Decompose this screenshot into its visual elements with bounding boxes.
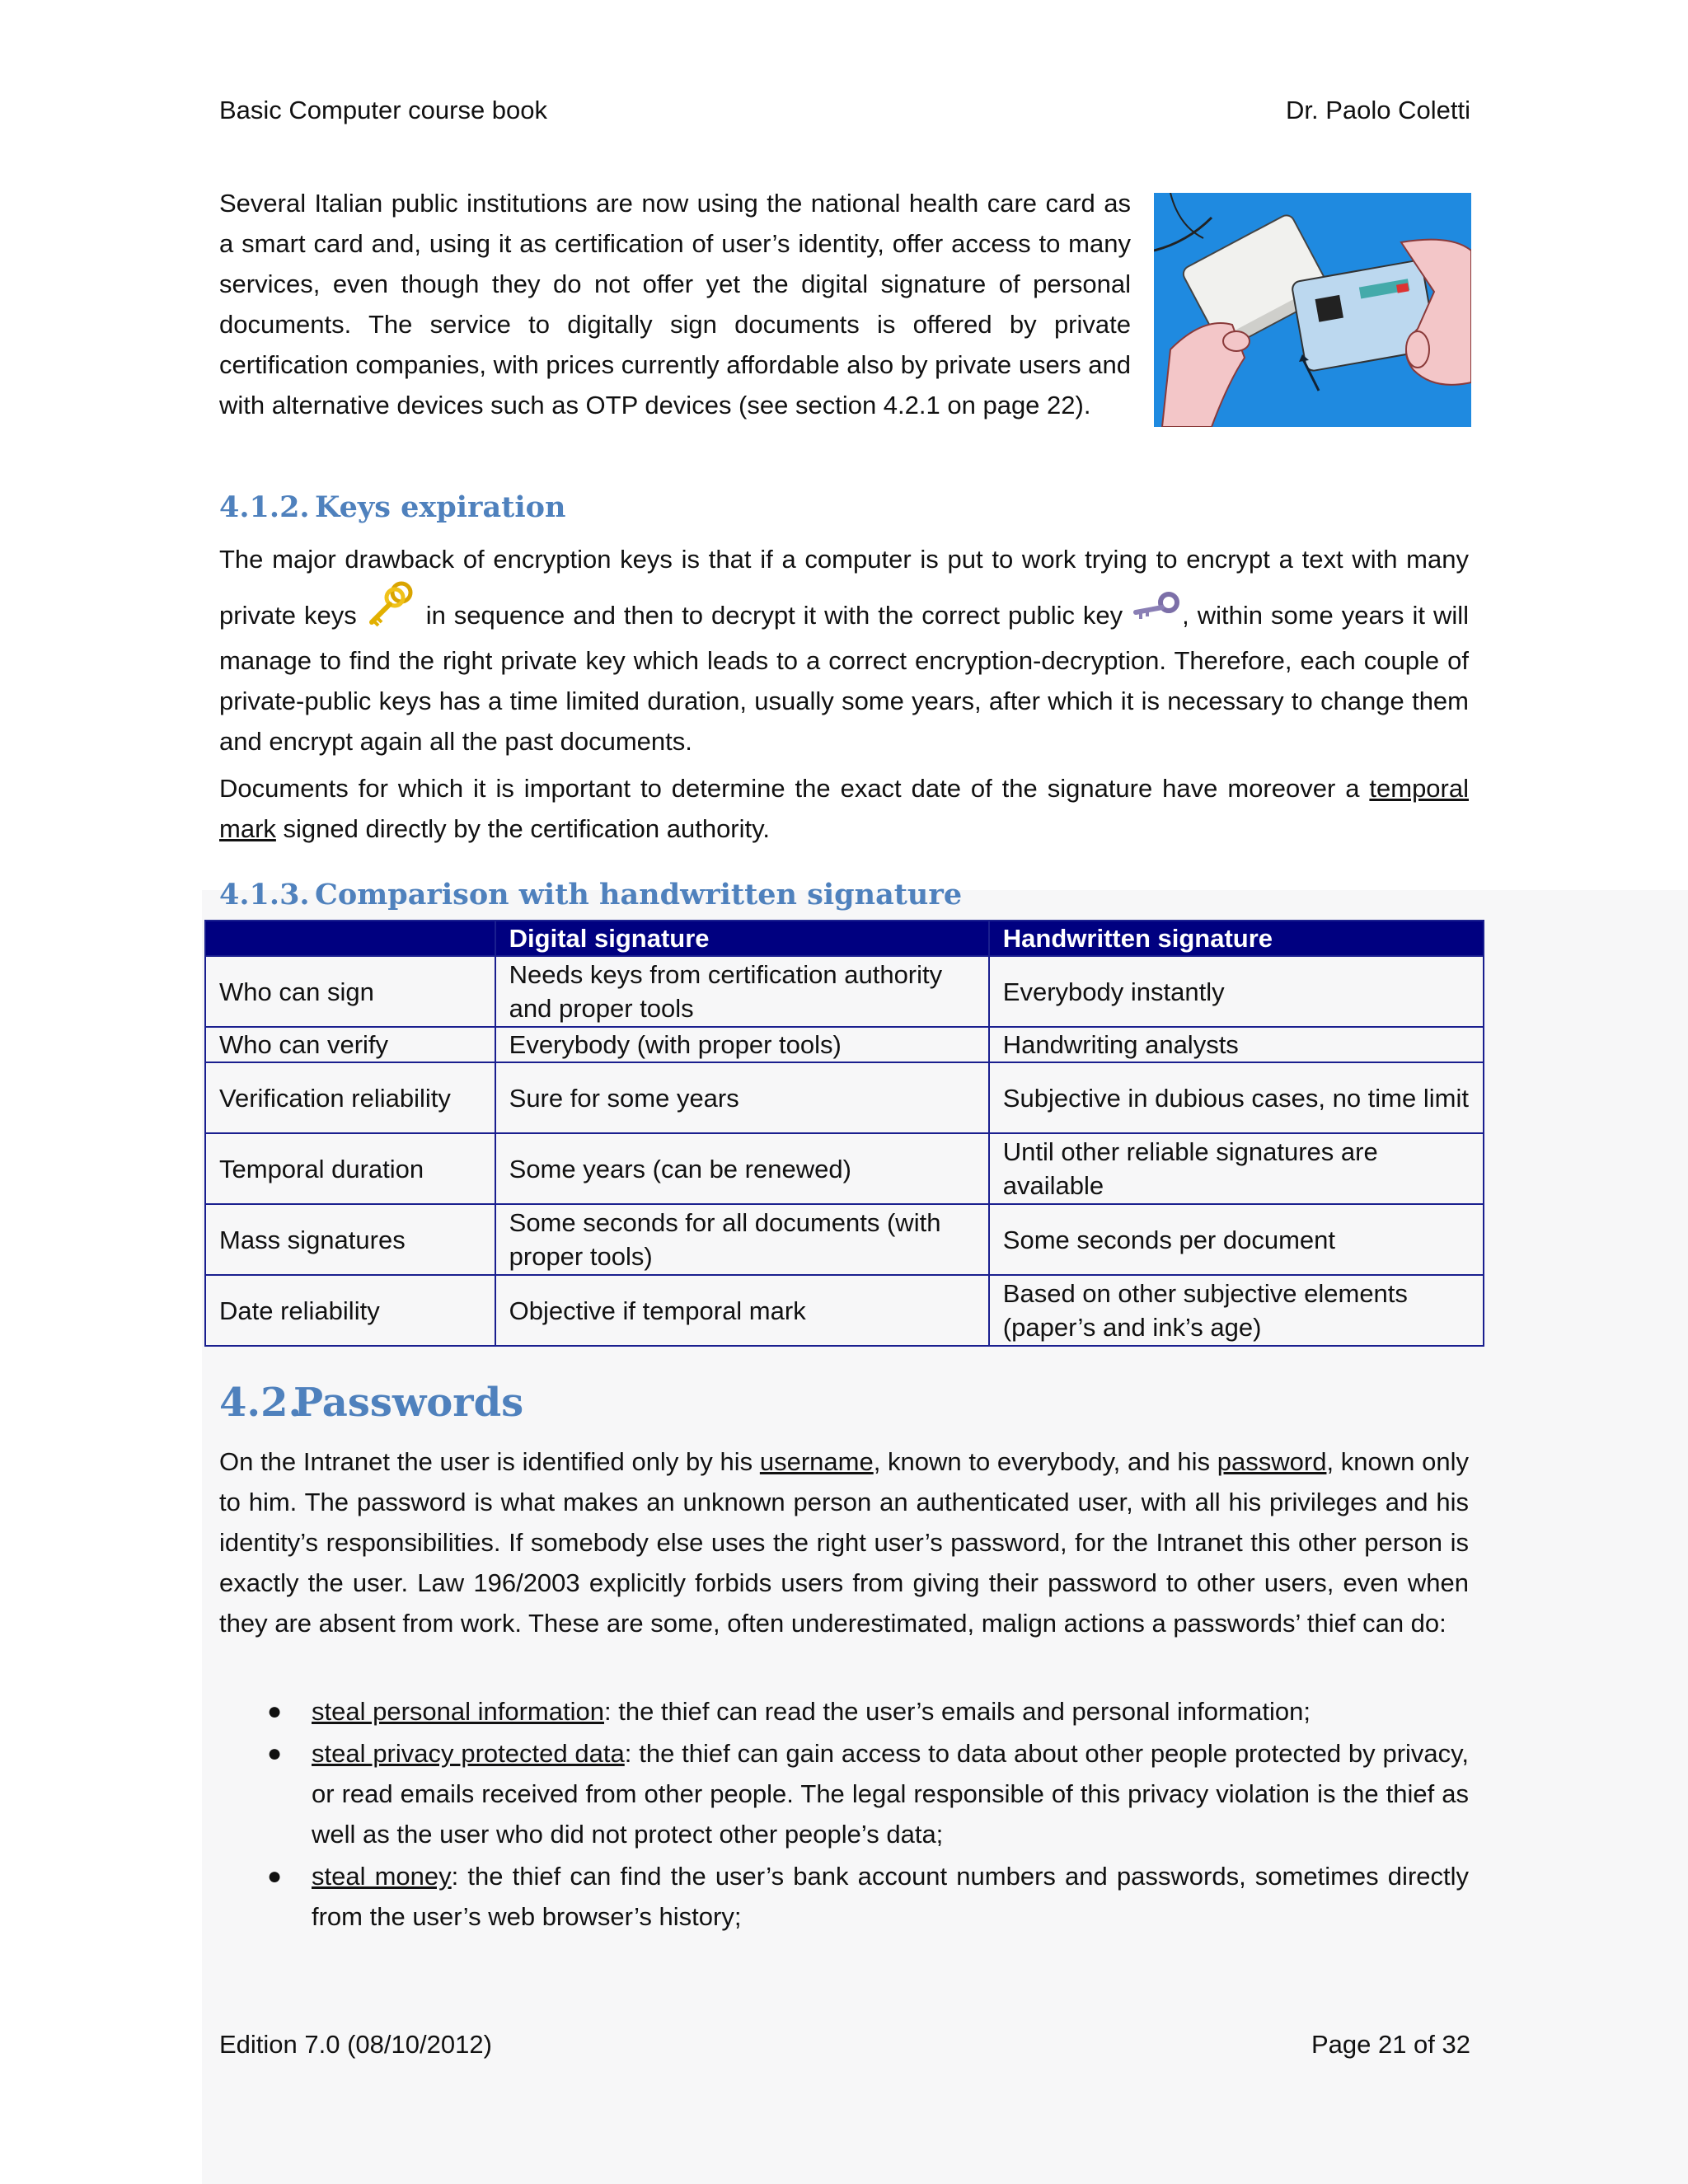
- header-book-title: Basic Computer course book: [219, 96, 548, 124]
- list-item-term: steal personal information: [312, 1697, 604, 1726]
- table-header-cell: Digital signature: [495, 921, 989, 956]
- list-item-text: : the thief can gain access to data about other people protected by privacy, or read emails received from other people. The legal responsible of this privacy violation is the thief as well as the user who did not protect other people’s data;: [312, 1739, 1469, 1849]
- table-cell: Subjective in dubious cases, no time limit: [989, 1062, 1484, 1133]
- text-run: , known only to him. The password is what makes an unknown person an authenticated user, with all his privileges and his identity’s responsibilities. If somebody else uses the right user’s password, for the Intranet this other person is exactly the user. Law 196/2003 explicitly forbids users from giving their password to other users, even when they are absent from work. These are some, often underestimated, malign actions a passwords’ thief can do:: [219, 1447, 1469, 1638]
- heading-keys-expiration: [219, 490, 565, 526]
- table-cell: Everybody (with proper tools): [495, 1027, 989, 1062]
- list-item-text: : the thief can read the user’s emails and personal information;: [603, 1697, 1311, 1726]
- table-header-cell: Handwritten signature: [989, 921, 1484, 956]
- keys-expiration-paragraph: [219, 539, 1469, 762]
- footer-page-number: Page 21 of 32: [1311, 2030, 1470, 2059]
- heading-number: 4.1.2.: [219, 490, 310, 524]
- text-run: On the Intranet the user is identified only by his: [219, 1447, 760, 1476]
- smart-card-reader-illustration: [1154, 193, 1471, 427]
- heading-title: Keys expiration: [315, 490, 566, 524]
- intro-paragraph: Several Italian public institutions are now using the national health care card as a smart card and, using it as certification of user’s identity, offer access to many services, even though they do not offer yet the digital signature of personal documents. The service to digitally sign documents is offered by private certification companies, with prices currently affordable also by private users and with alternative devices such as OTP devices (see section 4.2.1 on page 22).: [219, 189, 1131, 419]
- text-run: in sequence and then to decrypt it with the correct public key: [417, 601, 1132, 630]
- table-cell: Until other reliable signatures are available: [989, 1133, 1484, 1204]
- heading-title: Passwords: [293, 1380, 524, 1426]
- list-item-term: steal money: [312, 1862, 452, 1891]
- heading-comparison: [219, 877, 962, 913]
- table-cell: Some seconds for all documents (with proper tools): [495, 1204, 989, 1275]
- term-username: username: [759, 1447, 874, 1476]
- text-run: The major drawback of encryption keys is that if a computer is put to work trying to encrypt a text with many private keys: [219, 545, 1469, 630]
- table-cell: Handwriting analysts: [989, 1027, 1484, 1062]
- table-cell: Some seconds per document: [989, 1204, 1484, 1275]
- text-run: , known to everybody, and his: [873, 1447, 1217, 1476]
- table-cell: Verification reliability: [205, 1062, 495, 1133]
- heading-title: Comparison with handwritten signature: [315, 878, 963, 912]
- footer-edition: Edition 7.0 (08/10/2012): [219, 2030, 492, 2059]
- text-run: signed directly by the certification authority.: [275, 814, 770, 843]
- table-row: [205, 1062, 1484, 1133]
- bullet-icon: ●: [267, 1698, 283, 1725]
- list-item: [219, 1733, 1469, 1854]
- table-cell: Date reliability: [205, 1275, 495, 1346]
- heading-number: 4.1.3.: [219, 878, 310, 912]
- term-temporal-mark: temporal mark: [219, 774, 1469, 843]
- header-author: Dr. Paolo Coletti: [1286, 96, 1470, 124]
- heading-passwords: [219, 1378, 523, 1427]
- temporal-mark-paragraph: [219, 768, 1469, 849]
- table-row: [205, 1133, 1484, 1204]
- table-row: [205, 956, 1484, 1027]
- private-key-icon: [365, 579, 418, 640]
- table-cell: Objective if temporal mark: [495, 1275, 989, 1346]
- table-cell: Based on other subjective elements (paper’s and ink’s age): [989, 1275, 1484, 1346]
- table-row: [205, 1204, 1484, 1275]
- table-row: [205, 1027, 1484, 1062]
- list-item-term: steal privacy protected data: [312, 1739, 625, 1768]
- term-password: password: [1217, 1447, 1327, 1476]
- table-header-row: [205, 921, 1484, 956]
- heading-number: 4.2.: [219, 1380, 302, 1426]
- bullet-icon: ●: [267, 1740, 283, 1767]
- table-cell: Everybody instantly: [989, 956, 1484, 1027]
- table-cell: Sure for some years: [495, 1062, 989, 1133]
- table-header-cell: [205, 921, 495, 956]
- table-cell: Temporal duration: [205, 1133, 495, 1204]
- text-run: , within some years it will manage to find the right private key which leads to a correct encryption-decryption. Therefore, each couple of private-public keys has a time limited duration, usually some years, after which it is necessary to change them and encrypt again all the past documents.: [219, 601, 1470, 756]
- public-key-icon: [1131, 589, 1182, 640]
- list-item-text: : the thief can find the user’s bank account numbers and passwords, sometimes directly from the user’s web browser’s history;: [312, 1862, 1470, 1931]
- list-item: [219, 1691, 1469, 1732]
- thief-actions-list: [219, 1691, 1469, 1938]
- table-cell: Mass signatures: [205, 1204, 495, 1275]
- table-row: [205, 1275, 1484, 1346]
- comparison-table: [204, 920, 1484, 1347]
- smart-card-reader-image: [1154, 193, 1471, 427]
- text-run: Documents for which it is important to determine the exact date of the signature have moreover a: [219, 774, 1370, 803]
- passwords-paragraph: [219, 1441, 1469, 1643]
- table-cell: Needs keys from certification authority and proper tools: [495, 956, 989, 1027]
- list-item: [219, 1856, 1469, 1937]
- table-cell: Who can sign: [205, 956, 495, 1027]
- bullet-icon: ●: [267, 1863, 283, 1890]
- table-cell: Some years (can be renewed): [495, 1133, 989, 1204]
- table-cell: Who can verify: [205, 1027, 495, 1062]
